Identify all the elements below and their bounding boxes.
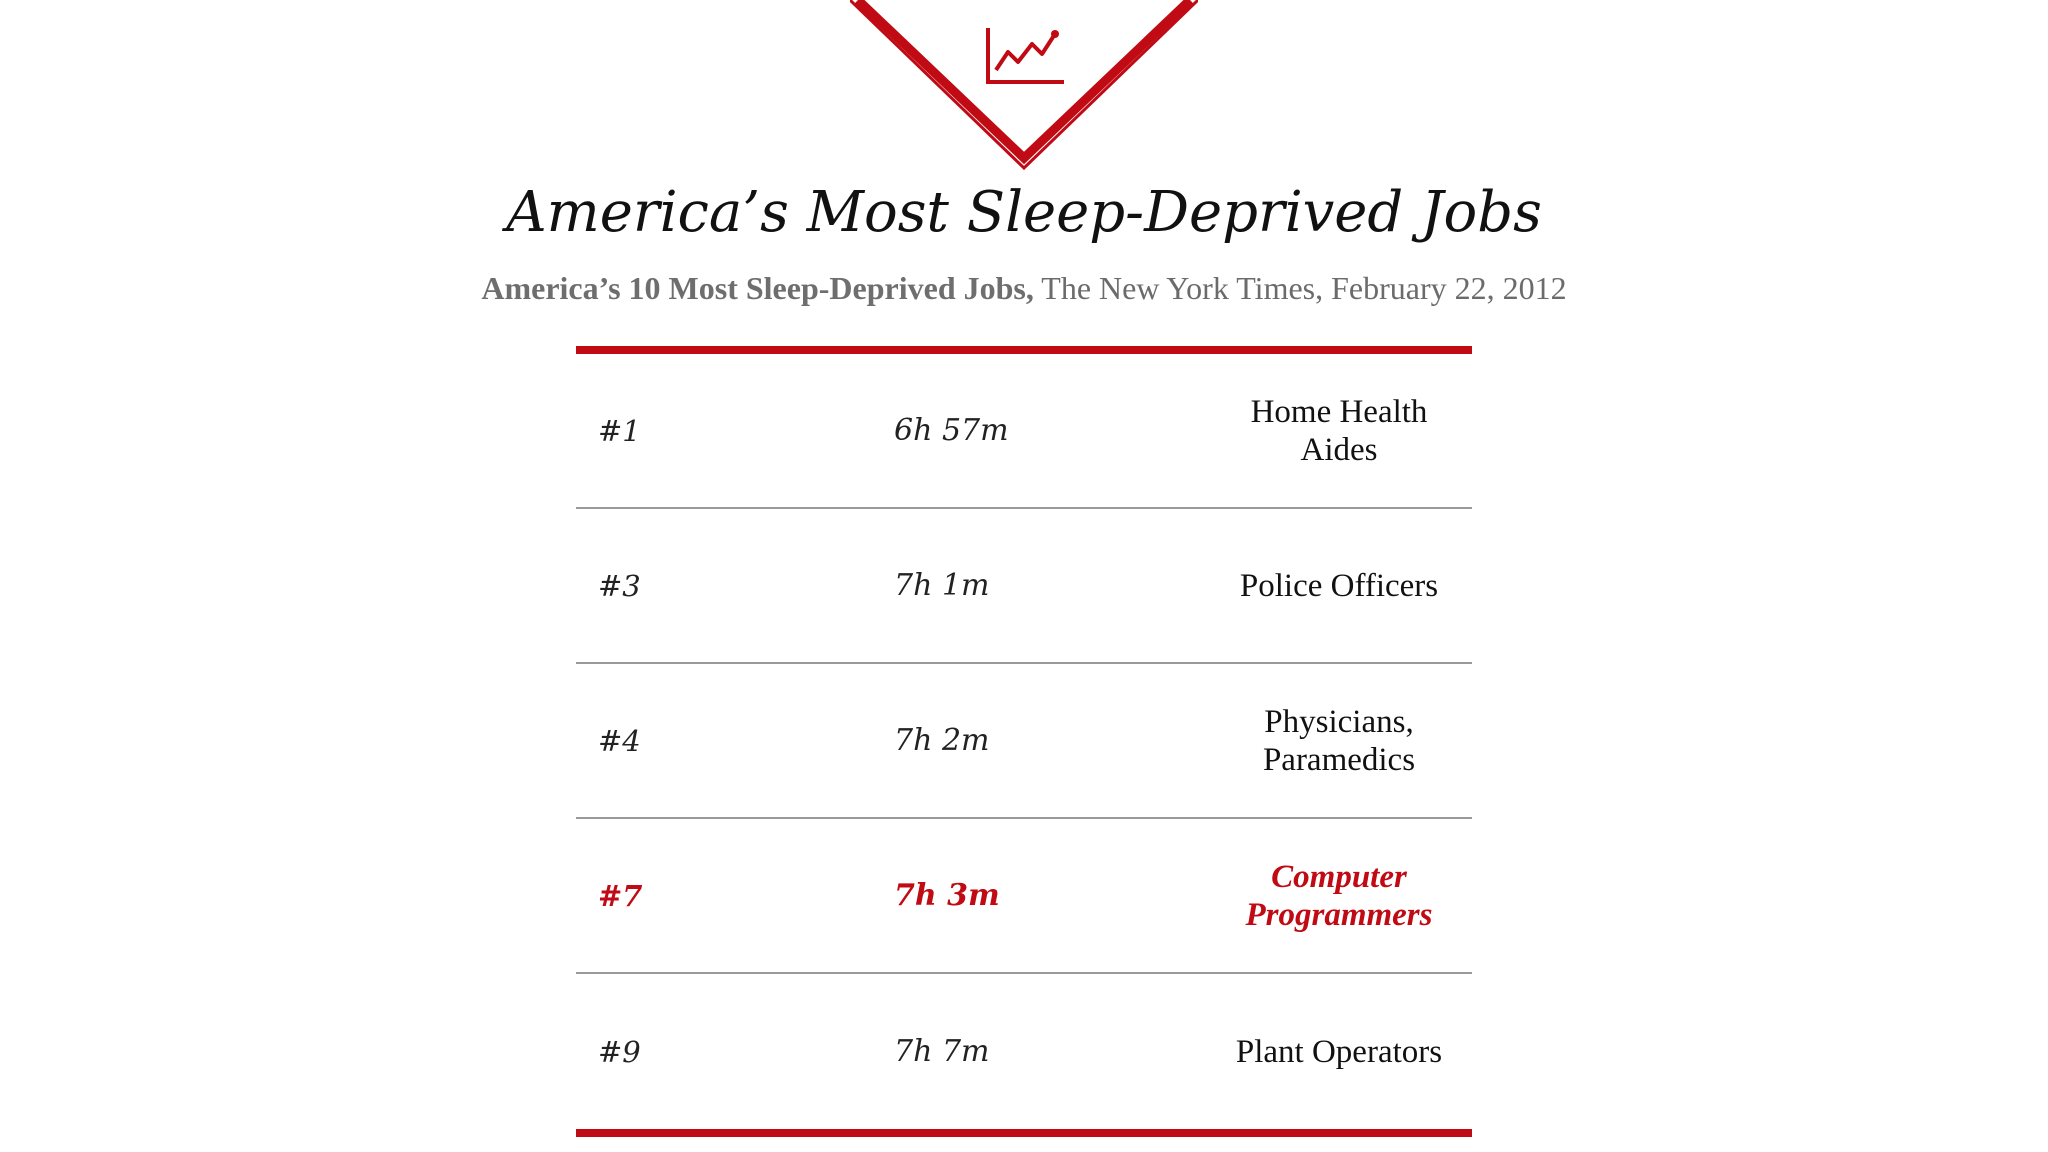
rank-cell: #4 — [598, 723, 641, 758]
table-row-highlighted — [576, 819, 1472, 974]
table-top-rule — [576, 346, 1472, 354]
sleep-time-cell: 7h 2m — [894, 723, 990, 758]
table-bottom-rule — [576, 1129, 1472, 1137]
source-citation — [0, 270, 2048, 307]
job-line: Plant Operators — [1235, 1033, 1443, 1070]
jobs-table — [576, 346, 1472, 1137]
job-line: Aides — [1300, 431, 1378, 468]
chevron-badge — [850, 0, 1198, 170]
sleep-time-cell: 6h 57m — [894, 413, 1009, 448]
table-row — [576, 974, 1472, 1129]
table-row — [576, 664, 1472, 819]
job-line: Physicians, — [1264, 703, 1414, 740]
sleep-time-cell: 7h 3m — [894, 878, 1000, 913]
rank-cell: #3 — [598, 568, 641, 603]
job-line: Paramedics — [1262, 741, 1416, 778]
job-line: Home Health — [1250, 393, 1428, 430]
sleep-time-cell: 7h 7m — [894, 1034, 990, 1069]
page-title: America’s Most Sleep-Deprived Jobs — [506, 180, 1542, 245]
job-cell — [1176, 819, 1502, 972]
job-line: Programmers — [1245, 896, 1433, 933]
job-line: Police Officers — [1239, 567, 1439, 604]
source-publication: The New York Times, February 22, 2012 — [1041, 270, 1567, 306]
source-article-title: America’s 10 Most Sleep-Deprived Jobs, — [481, 270, 1034, 306]
rank-cell: #7 — [598, 878, 643, 913]
job-cell — [1176, 354, 1502, 507]
rank-cell: #1 — [598, 413, 641, 448]
rank-cell: #9 — [598, 1034, 641, 1069]
job-cell — [1176, 664, 1502, 817]
job-line: Computer — [1271, 858, 1407, 895]
job-cell — [1176, 974, 1502, 1129]
table-row — [576, 509, 1472, 664]
line-chart-icon — [988, 28, 1064, 82]
table-row — [576, 354, 1472, 509]
job-cell — [1176, 509, 1502, 662]
sleep-time-cell: 7h 1m — [894, 568, 990, 603]
